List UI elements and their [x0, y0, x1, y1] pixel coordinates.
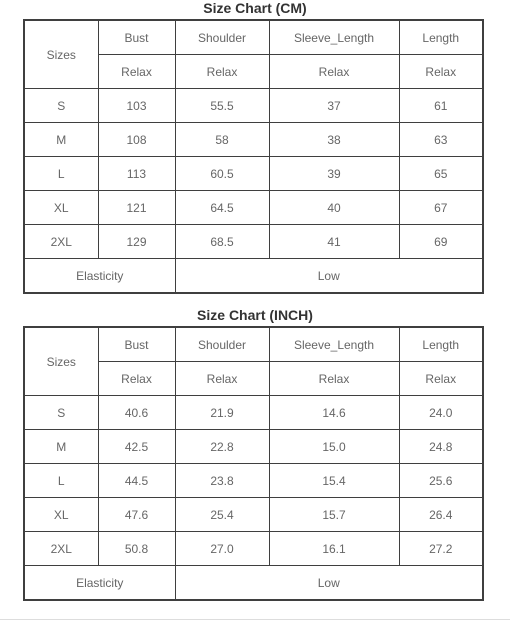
value-cell: 65	[399, 157, 483, 191]
table-header-row	[24, 327, 483, 362]
size-cell: XL	[24, 498, 98, 532]
subheader-cell: Relax	[399, 362, 483, 396]
subheader-cell: Relax	[399, 55, 483, 89]
table-row	[24, 191, 483, 225]
column-header-bust: Bust	[98, 20, 175, 55]
size-chart-inch-title: Size Chart (INCH)	[197, 307, 313, 323]
elasticity-label: Elasticity	[24, 259, 175, 294]
size-cell: L	[24, 157, 98, 191]
size-cell: M	[24, 430, 98, 464]
size-cell: S	[24, 89, 98, 123]
size-cell: L	[24, 464, 98, 498]
value-cell: 40	[269, 191, 399, 225]
column-header-shoulder: Shoulder	[175, 327, 269, 362]
value-cell: 15.4	[269, 464, 399, 498]
table-row	[24, 430, 483, 464]
table-row	[24, 532, 483, 566]
value-cell: 69	[399, 225, 483, 259]
column-header-sleeve-length: Sleeve_Length	[269, 20, 399, 55]
value-cell: 41	[269, 225, 399, 259]
value-cell: 23.8	[175, 464, 269, 498]
size-chart-cm-table	[23, 19, 484, 294]
value-cell: 26.4	[399, 498, 483, 532]
value-cell: 44.5	[98, 464, 175, 498]
value-cell: 121	[98, 191, 175, 225]
elasticity-value: Low	[175, 566, 483, 601]
size-cell: 2XL	[24, 532, 98, 566]
value-cell: 55.5	[175, 89, 269, 123]
value-cell: 50.8	[98, 532, 175, 566]
value-cell: 68.5	[175, 225, 269, 259]
column-header-shoulder: Shoulder	[175, 20, 269, 55]
column-header-length: Length	[399, 20, 483, 55]
table-row	[24, 464, 483, 498]
sizes-header: Sizes	[24, 327, 98, 396]
value-cell: 21.9	[175, 396, 269, 430]
table-row	[24, 225, 483, 259]
value-cell: 24.0	[399, 396, 483, 430]
value-cell: 40.6	[98, 396, 175, 430]
value-cell: 42.5	[98, 430, 175, 464]
table-row	[24, 396, 483, 430]
value-cell: 22.8	[175, 430, 269, 464]
value-cell: 25.4	[175, 498, 269, 532]
size-cell: S	[24, 396, 98, 430]
subheader-cell: Relax	[98, 55, 175, 89]
value-cell: 103	[98, 89, 175, 123]
value-cell: 113	[98, 157, 175, 191]
value-cell: 14.6	[269, 396, 399, 430]
size-cell: XL	[24, 191, 98, 225]
value-cell: 63	[399, 123, 483, 157]
subheader-cell: Relax	[175, 362, 269, 396]
table-row	[24, 157, 483, 191]
value-cell: 27.0	[175, 532, 269, 566]
value-cell: 15.0	[269, 430, 399, 464]
elasticity-row	[24, 259, 483, 294]
size-cell: M	[24, 123, 98, 157]
value-cell: 16.1	[269, 532, 399, 566]
size-cell: 2XL	[24, 225, 98, 259]
sizes-header: Sizes	[24, 20, 98, 89]
value-cell: 67	[399, 191, 483, 225]
subheader-cell: Relax	[175, 55, 269, 89]
table-row	[24, 123, 483, 157]
size-chart-cm-title: Size Chart (CM)	[203, 0, 307, 16]
value-cell: 24.8	[399, 430, 483, 464]
value-cell: 47.6	[98, 498, 175, 532]
size-chart-inch-table	[23, 326, 484, 601]
value-cell: 129	[98, 225, 175, 259]
subheader-cell: Relax	[269, 362, 399, 396]
value-cell: 38	[269, 123, 399, 157]
value-cell: 27.2	[399, 532, 483, 566]
value-cell: 60.5	[175, 157, 269, 191]
subheader-cell: Relax	[98, 362, 175, 396]
subheader-cell: Relax	[269, 55, 399, 89]
value-cell: 25.6	[399, 464, 483, 498]
elasticity-row	[24, 566, 483, 601]
value-cell: 37	[269, 89, 399, 123]
value-cell: 15.7	[269, 498, 399, 532]
value-cell: 64.5	[175, 191, 269, 225]
value-cell: 39	[269, 157, 399, 191]
table-row	[24, 498, 483, 532]
bottom-divider	[0, 619, 510, 620]
value-cell: 108	[98, 123, 175, 157]
elasticity-label: Elasticity	[24, 566, 175, 601]
column-header-bust: Bust	[98, 327, 175, 362]
table-row	[24, 89, 483, 123]
value-cell: 58	[175, 123, 269, 157]
column-header-length: Length	[399, 327, 483, 362]
table-header-row	[24, 20, 483, 55]
value-cell: 61	[399, 89, 483, 123]
elasticity-value: Low	[175, 259, 483, 294]
column-header-sleeve-length: Sleeve_Length	[269, 327, 399, 362]
